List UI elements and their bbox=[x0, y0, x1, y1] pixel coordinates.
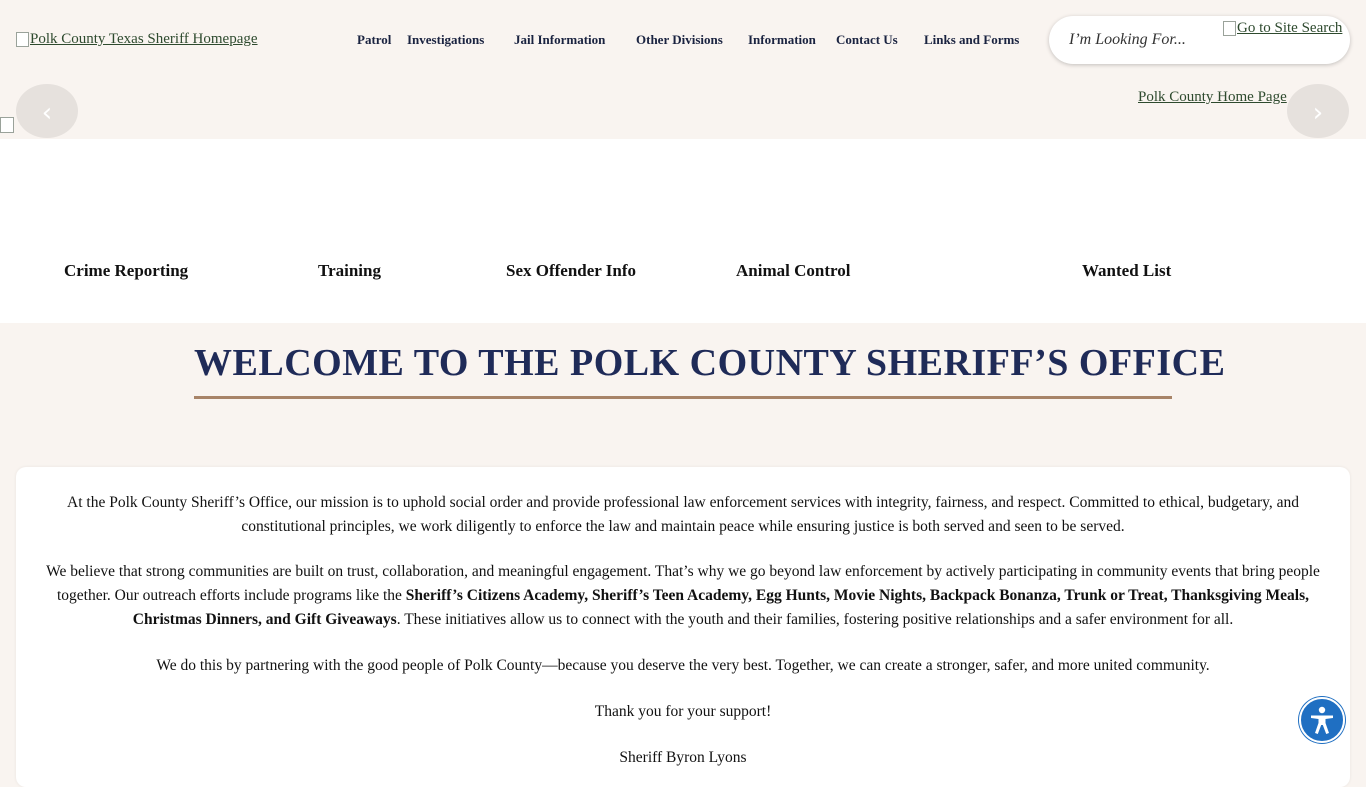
site-logo-link[interactable] bbox=[16, 31, 258, 48]
search-button[interactable] bbox=[1223, 20, 1342, 37]
welcome-card bbox=[16, 467, 1350, 787]
search-input[interactable] bbox=[1069, 28, 1219, 52]
quick-link-wanted-list[interactable]: Wanted List bbox=[1082, 261, 1172, 280]
search-image-icon bbox=[1223, 21, 1236, 36]
partnership-paragraph: We do this by partnering with the good people of Polk County—because you deserve the very best. Together, we can create a stronger, safer, and more united community. bbox=[156, 657, 1210, 674]
signature: Sheriff Byron Lyons bbox=[619, 749, 747, 766]
chevron-left-icon: ‹ bbox=[41, 98, 53, 128]
nav-information[interactable]: Information bbox=[748, 32, 816, 47]
thanks-paragraph: Thank you for your support! bbox=[594, 703, 772, 720]
nav-patrol[interactable]: Patrol bbox=[357, 32, 392, 47]
quick-link-sex-offender-info[interactable]: Sex Offender Info bbox=[506, 261, 637, 280]
logo-alt-text: Polk County Texas Sheriff Homepage bbox=[30, 31, 258, 47]
community-paragraph bbox=[28, 560, 1338, 632]
nav-jail-information[interactable]: Jail Information bbox=[514, 32, 606, 47]
quick-link-crime-reporting[interactable]: Crime Reporting bbox=[64, 261, 189, 280]
accessibility-icon bbox=[1306, 704, 1338, 736]
nav-contact-us[interactable]: Contact Us bbox=[836, 32, 898, 47]
nav-other-divisions[interactable]: Other Divisions bbox=[636, 32, 723, 47]
programs-list: Sheriff’s Citizens Academy, Sheriff’s Teen Academy, Egg Hunts, Movie Nights, Backpack Bonanza, Trunk or Treat, Thanksgiving Meals, Christmas Dinners, and Gift Giveaways bbox=[132, 587, 1309, 628]
hero-slider bbox=[0, 98, 1366, 139]
chevron-right-icon: › bbox=[1312, 98, 1324, 128]
site-search bbox=[1049, 16, 1350, 64]
search-button-alt: Go to Site Search bbox=[1237, 20, 1343, 36]
mission-paragraph: At the Polk County Sheriff’s Office, our mission is to uphold social order and provide professional law enforcement services with integrity, fairness, and respect. Committed to ethical, budgetary, and constitutional principles, we work diligently to enforce the law and maintain peace while ensuring justice is both served and seen to be served. bbox=[67, 494, 1299, 535]
quick-links bbox=[0, 139, 1366, 323]
accessibility-button[interactable] bbox=[1299, 697, 1345, 743]
slide-image-icon bbox=[0, 117, 14, 133]
nav-links-and-forms[interactable]: Links and Forms bbox=[924, 32, 1020, 47]
slider-next-button[interactable] bbox=[1287, 84, 1349, 138]
quick-link-animal-control[interactable]: Animal Control bbox=[736, 261, 851, 280]
quick-link-training[interactable]: Training bbox=[318, 261, 381, 280]
site-header bbox=[0, 0, 1366, 115]
community-text-start: We believe that strong communities are built on trust, collaboration, and meaningful engagement. That’s why we go beyond law enforcement by actively participating in community events that bring people together. Our outreach efforts include programs like the bbox=[46, 563, 1320, 604]
title-divider bbox=[194, 396, 1172, 399]
slider-prev-button[interactable] bbox=[16, 84, 78, 138]
county-home-link[interactable]: Polk County Home Page bbox=[1138, 89, 1287, 105]
page-title: WELCOME TO THE POLK COUNTY SHERIFF’S OFFICE bbox=[194, 342, 1226, 384]
community-text-end: . These initiatives allow us to connect with the youth and their families, fostering positive relationships and a safer environment for all. bbox=[396, 611, 1234, 628]
logo-image-icon bbox=[16, 32, 29, 47]
nav-investigations[interactable]: Investigations bbox=[407, 32, 485, 47]
